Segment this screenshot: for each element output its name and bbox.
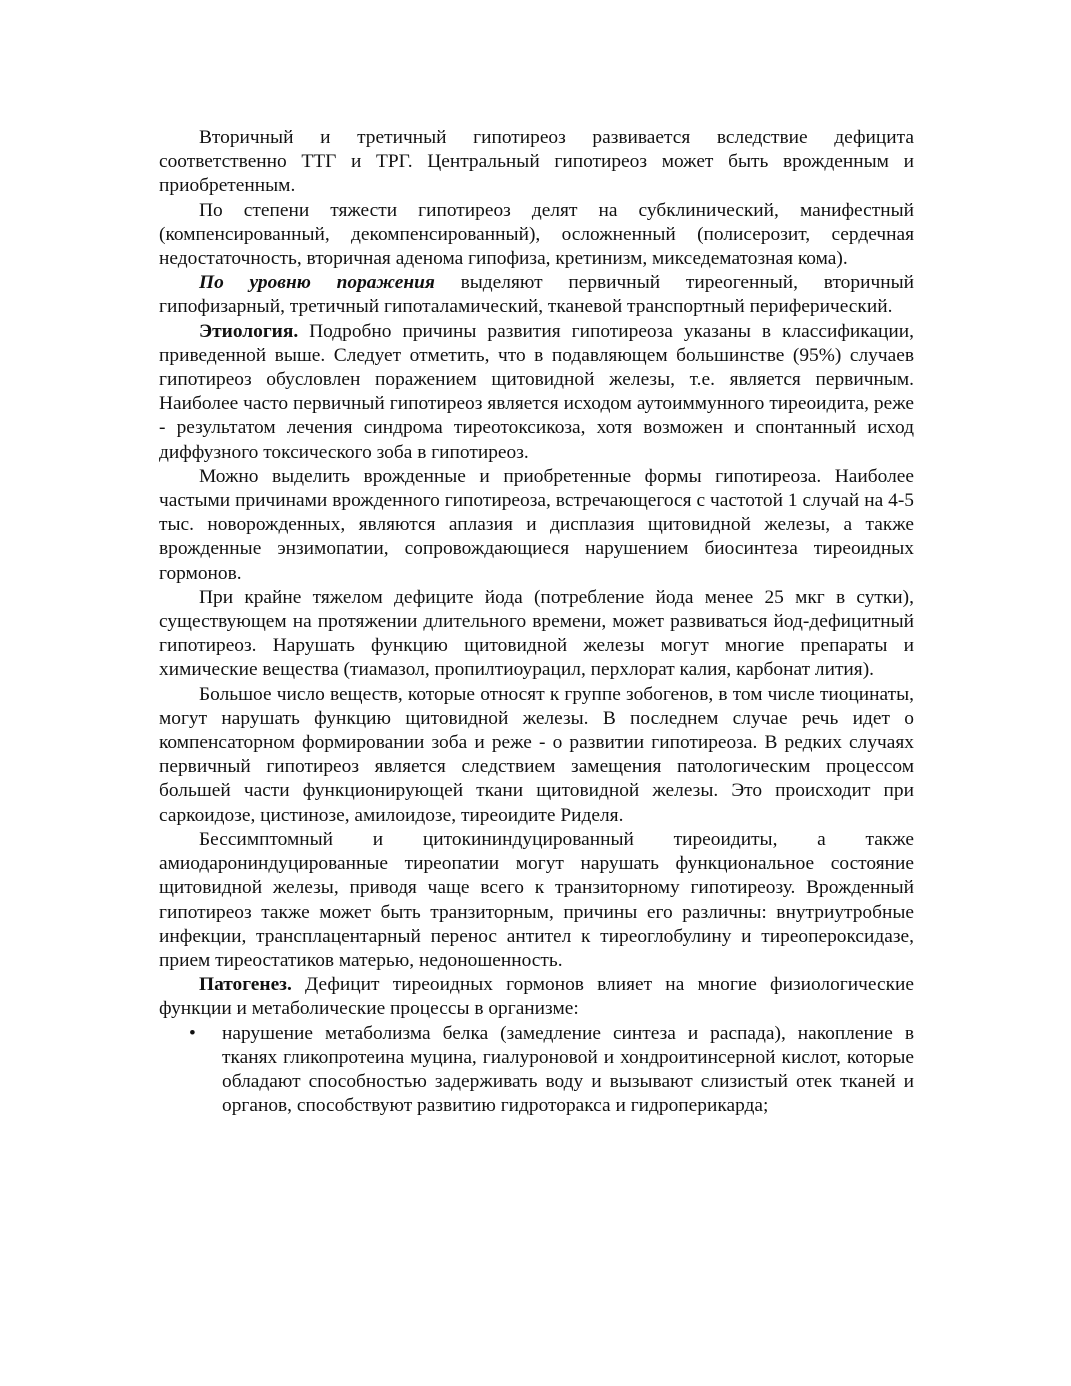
paragraph-lead: Патогенез.	[199, 974, 292, 996]
paragraph-etiology	[159, 320, 914, 465]
paragraph-pathogenesis	[159, 973, 914, 1021]
paragraph-text: Вторичный и третичный гипотиреоз развивается вследствие дефицита соответственно ТТГ и ТРГ. Центральный гипотиреоз может быть врожденным и приобретенным.	[159, 127, 914, 197]
paragraph-thyroiditis	[159, 828, 914, 973]
document-page	[159, 126, 914, 1118]
paragraph-lesion-level	[159, 271, 914, 319]
paragraph-secondary-hypothyroidism	[159, 126, 914, 199]
list-item-text: нарушение метаболизма белка (замедление синтеза и распада), накопление в тканях гликопротеина муцина, гиалуроновой и хондроитинсерной кислот, которые обладают способностью задерживать воду и вызывают слизистый отек тканей и органов, способствуют развитию гидроторакса и гидроперикарда;	[222, 1022, 914, 1117]
paragraph-lead: По уровню поражения	[199, 272, 435, 294]
paragraph-text: При крайне тяжелом дефиците йода (потребление йода менее 25 мкг в сутки), существующем на протяжении длительного времени, может развиваться йод-дефицитный гипотиреоз. Нарушать функцию щитовидной железы могут многие препараты и химические вещества (тиамазол, пропилтиоурацил, перхлорат калия, карбонат лития).	[159, 586, 914, 681]
paragraph-iodine-deficiency	[159, 586, 914, 683]
paragraph-text: Бессимптомный и цитокининдуцированный тиреоидиты, а также амиодарониндуцированные тиреопатии могут нарушать функциональное состояние щитовидной железы, приводя чаще всего к транзиторному гипотиреозу. Врожденный гипотиреоз также может быть транзиторным, причины его различны: внутриутробные инфекции, трансплацентарный перенос антител к тиреоглобулину и тиреопероксидазе, прием тиреостатиков матерью, недоношенность.	[159, 828, 914, 971]
paragraph-text: Подробно причины развития гипотиреоза указаны в классификации, приведенной выше. Следует отметить, что в подавляющем большинстве (95%) случаев гипотиреоз обусловлен поражением щитовидной железы, т.е. является первичным. Наиболее часто первичный гипотиреоз является исходом аутоиммунного тиреоидита, реже - результатом лечения синдрома тиреотоксикоза, хотя возможен и спонтанный исход диффузного токсического зоба в гипотиреоз.	[159, 320, 914, 463]
list-item	[159, 1022, 914, 1119]
paragraph-severity	[159, 199, 914, 272]
bullet-list	[159, 1022, 914, 1119]
paragraph-text: По степени тяжести гипотиреоз делят на субклинический, манифестный (компенсированный, декомпенсированный), осложненный (полисерозит, сердечная недостаточность, вторичная аденома гипофиза, кретинизм, микседематозная кома).	[159, 199, 914, 270]
bullet-mark: •	[189, 1022, 196, 1044]
paragraph-text: Большое число веществ, которые относят к группе зобогенов, в том числе тиоцинаты, могут нарушать функцию щитовидной железы. В последнем случае речь идет о компенсаторном формировании зоба и реже - о развитии гипотиреоза. В редких случаях первичный гипотиреоз является следствием замещения патологическим процессом большей части функционирующей ткани щитовидной железы. Это происходит при саркоидозе, цистинозе, амилоидозе, тиреоидите Риделя.	[159, 683, 914, 826]
paragraph-congenital-forms	[159, 465, 914, 586]
paragraph-text: выделяют первичный тиреогенный, вторичный гипофизарный, третичный гипоталамический, тканевой транспортный периферический.	[159, 272, 914, 318]
paragraph-text: Дефицит тиреоидных гормонов влияет на многие физиологические функции и метаболические процессы в организме:	[159, 974, 914, 1020]
paragraph-lead: Этиология.	[199, 320, 299, 342]
paragraph-text: Можно выделить врожденные и приобретенные формы гипотиреоза. Наиболее частыми причинами врожденного гипотиреоза, встречающегося с частотой 1 случай на 4-5 тыс. новорожденных, являются аплазия и дисплазия щитовидной железы, а также врожденные энзимопатии, сопровождающиеся нарушением биосинтеза тиреоидных гормонов.	[159, 465, 914, 584]
paragraph-goitrogens	[159, 683, 914, 828]
